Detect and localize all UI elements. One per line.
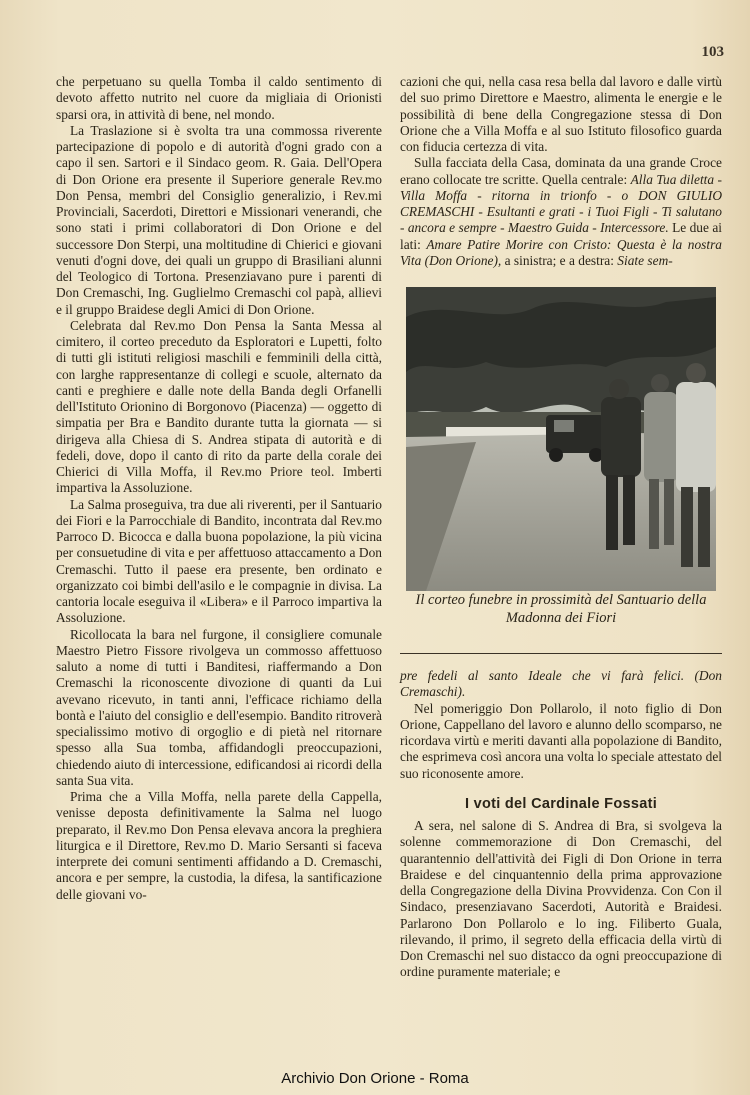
- section-heading: I voti del Cardinale Fossati: [464, 795, 658, 812]
- continued-inscription: pre fedeli al santo Ideale che vi farà felici. (Don Cremaschi).: [400, 668, 722, 700]
- right-column: [400, 74, 722, 981]
- paragraph: Celebrata dal Rev.mo Don Pensa la Santa Messa al cimitero, il corteo preceduto da Esploratori e Lupetti, folto di tutti gli istituti religiosi maschili e femminili della città, con larghe rappresentanze di collegi e scuole, alternato da canti e preghiere e dalle note della Banda degli Orfanelli dell'Istituto Orionino di Borgonovo (Piacenza) — oggetto di simpatia per Bra e Bandito durante tutta la giornata — si dirigeva alla Chiesa di S. Andrea stipata di autorità e di fedeli, dove, dopo il canto di rito da parte della corale dei Chierici di Villa Moffa, il Rev.mo Priore teol. Imberti impartiva la Assoluzione.: [56, 317, 382, 496]
- paragraph: che perpetuano su quella Tomba il caldo sentimento di devoto affetto nutrito nel cuore da migliaia di Orionisti sparsi ora, in attività di bene, nel mondo.: [56, 74, 382, 122]
- right-inscription-start: Siate sem-: [617, 252, 673, 268]
- procession-photo-image: [406, 287, 716, 591]
- procession-photo: [406, 287, 716, 591]
- inscriptions-intro: Sulla facciata della Casa, dominata da una grande Croce erano collocate tre scritte. Quella centrale:: [400, 155, 722, 187]
- paragraph: Prima che a Villa Moffa, nella parete della Cappella, venisse deposta definitivamente la Salma nel luogo preparato, il Rev.mo Don Pensa elevava ancora la preghiera liturgica e il Direttore, Rev.mo D. Mario Sersanti si faceva interprete dei comuni sentimenti affidando a D. Cremaschi, ancora e per sempre, la custodia, la difesa, la santificazione delle giovani vo-: [56, 789, 382, 902]
- left-inscription: Amare Patire Morire con Cristo: Questa è la nostra Vita (Don Orione),: [400, 236, 722, 268]
- inscriptions-between: a sinistra; e a destra:: [501, 252, 618, 268]
- paragraph: Nel pomeriggio Don Pollarolo, il noto figlio di Don Orione, Cappellano del lavoro e alunno dello scomparso, ne ricordava virtù e meriti davanti alla popolazione di Bandito, che esprimeva così ancora una volta lo speciale attestato del suo riconosente amore.: [400, 700, 722, 781]
- inscriptions-middle: Le due ai lati:: [400, 220, 722, 252]
- page-number: 103: [701, 44, 724, 60]
- paragraph: La Traslazione si è svolta tra una commossa riverente partecipazione di popolo e di autorità d'ogni grado con a capo il sen. Sartori e il Sindaco geom. R. Gaia. Dell'Opera di Don Orione era presente il Superiore generale Rev.mo Don Pensa, membri del Consiglio generalizio, i Rev.mi Provinciali, Sacerdoti, Direttori e Missionari venerandi, che sono stati i primi collaboratori di Don Orione e del successore Don Sterpi, una moltitudine di Chierici e giovani venuti d'ogni dove, dei quali un gruppo di Brasiliani alunni del Teologico di Tortona. Presenziavano pure i parenti di Don Cremaschi, Ing. Guglielmo Cremaschi col papà, allievi e il gruppo Braidese degli Amici di Don Orione.: [56, 122, 382, 317]
- archive-footer: Archivio Don Orione - Roma: [281, 1070, 469, 1087]
- left-column: [56, 74, 382, 903]
- central-inscription: Alla Tua diletta - Villa Moffa - ritorna in trionfo - o DON GIULIO CREMASCHI - Esultanti e grati - i Tuoi Figli - Ti salutano - ancora e sempre - Maestro Guida - Intercessore.: [400, 171, 722, 236]
- paragraph: cazioni che qui, nella casa resa bella dal lavoro e dalle virtù del suo primo Direttore e Maestro, alimenta le energie e le possibilità di bene della Congregazione stessa di Don Orione che a Villa Moffa e al suo Istituto filosofico guarda con fiducia certezza di vita.: [400, 74, 722, 154]
- paragraph: La Salma proseguiva, tra due ali riverenti, per il Santuario dei Fiori e la Parrocchiale di Bandito, incontrata dal Rev.mo Parroco D. Bicocca e dalla buona popolazione, la più vicina per consuetudine di vita e per affettuoso attaccamento a Don Cremaschi. Tutto il paese era presente, ben ordinato e organizzato coi bimbi dell'asilo e le compagnie in divisa. La cantoria locale eseguiva il «Libera» e il Parroco impartiva la Assoluzione.: [56, 496, 382, 626]
- inscriptions-paragraph: [400, 155, 722, 269]
- divider: [400, 653, 722, 654]
- paragraph: A sera, nel salone di S. Andrea di Bra, si svolgeva la solenne commemorazione di Don Cremaschi, del quarantennio dell'attività dei Figli di Don Orione in terra Braidese e del cinquantennio della prima approvazione della Congregazione della Divina Provvidenza. Con Con il Sindaco, presenziavano Sacerdoti, Autorità e Braidesi. Parlarono Don Pollarolo e lo ing. Filiberto Guala, rilevando, il primo, il segreto della efficacia della virtù di Don Cremaschi nel suo distacco da ogni preoccupazione di ordine puramente materiale; e: [400, 818, 722, 980]
- paragraph: Ricollocata la bara nel furgone, il consigliere comunale Maestro Pietro Fissore rivolgeva un commosso affettuoso saluto a nome di tutti i Banditesi, riaffermando a Don Cremaschi la riconoscente divozione di quanti da Lui avevano ricevuto, in tanti anni, l'efficace richiamo della bontà e l'aiuto del consiglio e dell'esempio. Bandito ritroverà specialissimo motivo di orgoglio e di pietà nel ritornare spesso alla Sua tomba, affidandogli preoccupazioni, chiedendo aiuto di intercessione, edificandosi ai ricordi della santa Sua vita.: [56, 626, 382, 788]
- photo-caption: Il corteo funebre in prossimità del Santuario della Madonna dei Fiori: [415, 592, 707, 626]
- paragraph: [400, 668, 722, 701]
